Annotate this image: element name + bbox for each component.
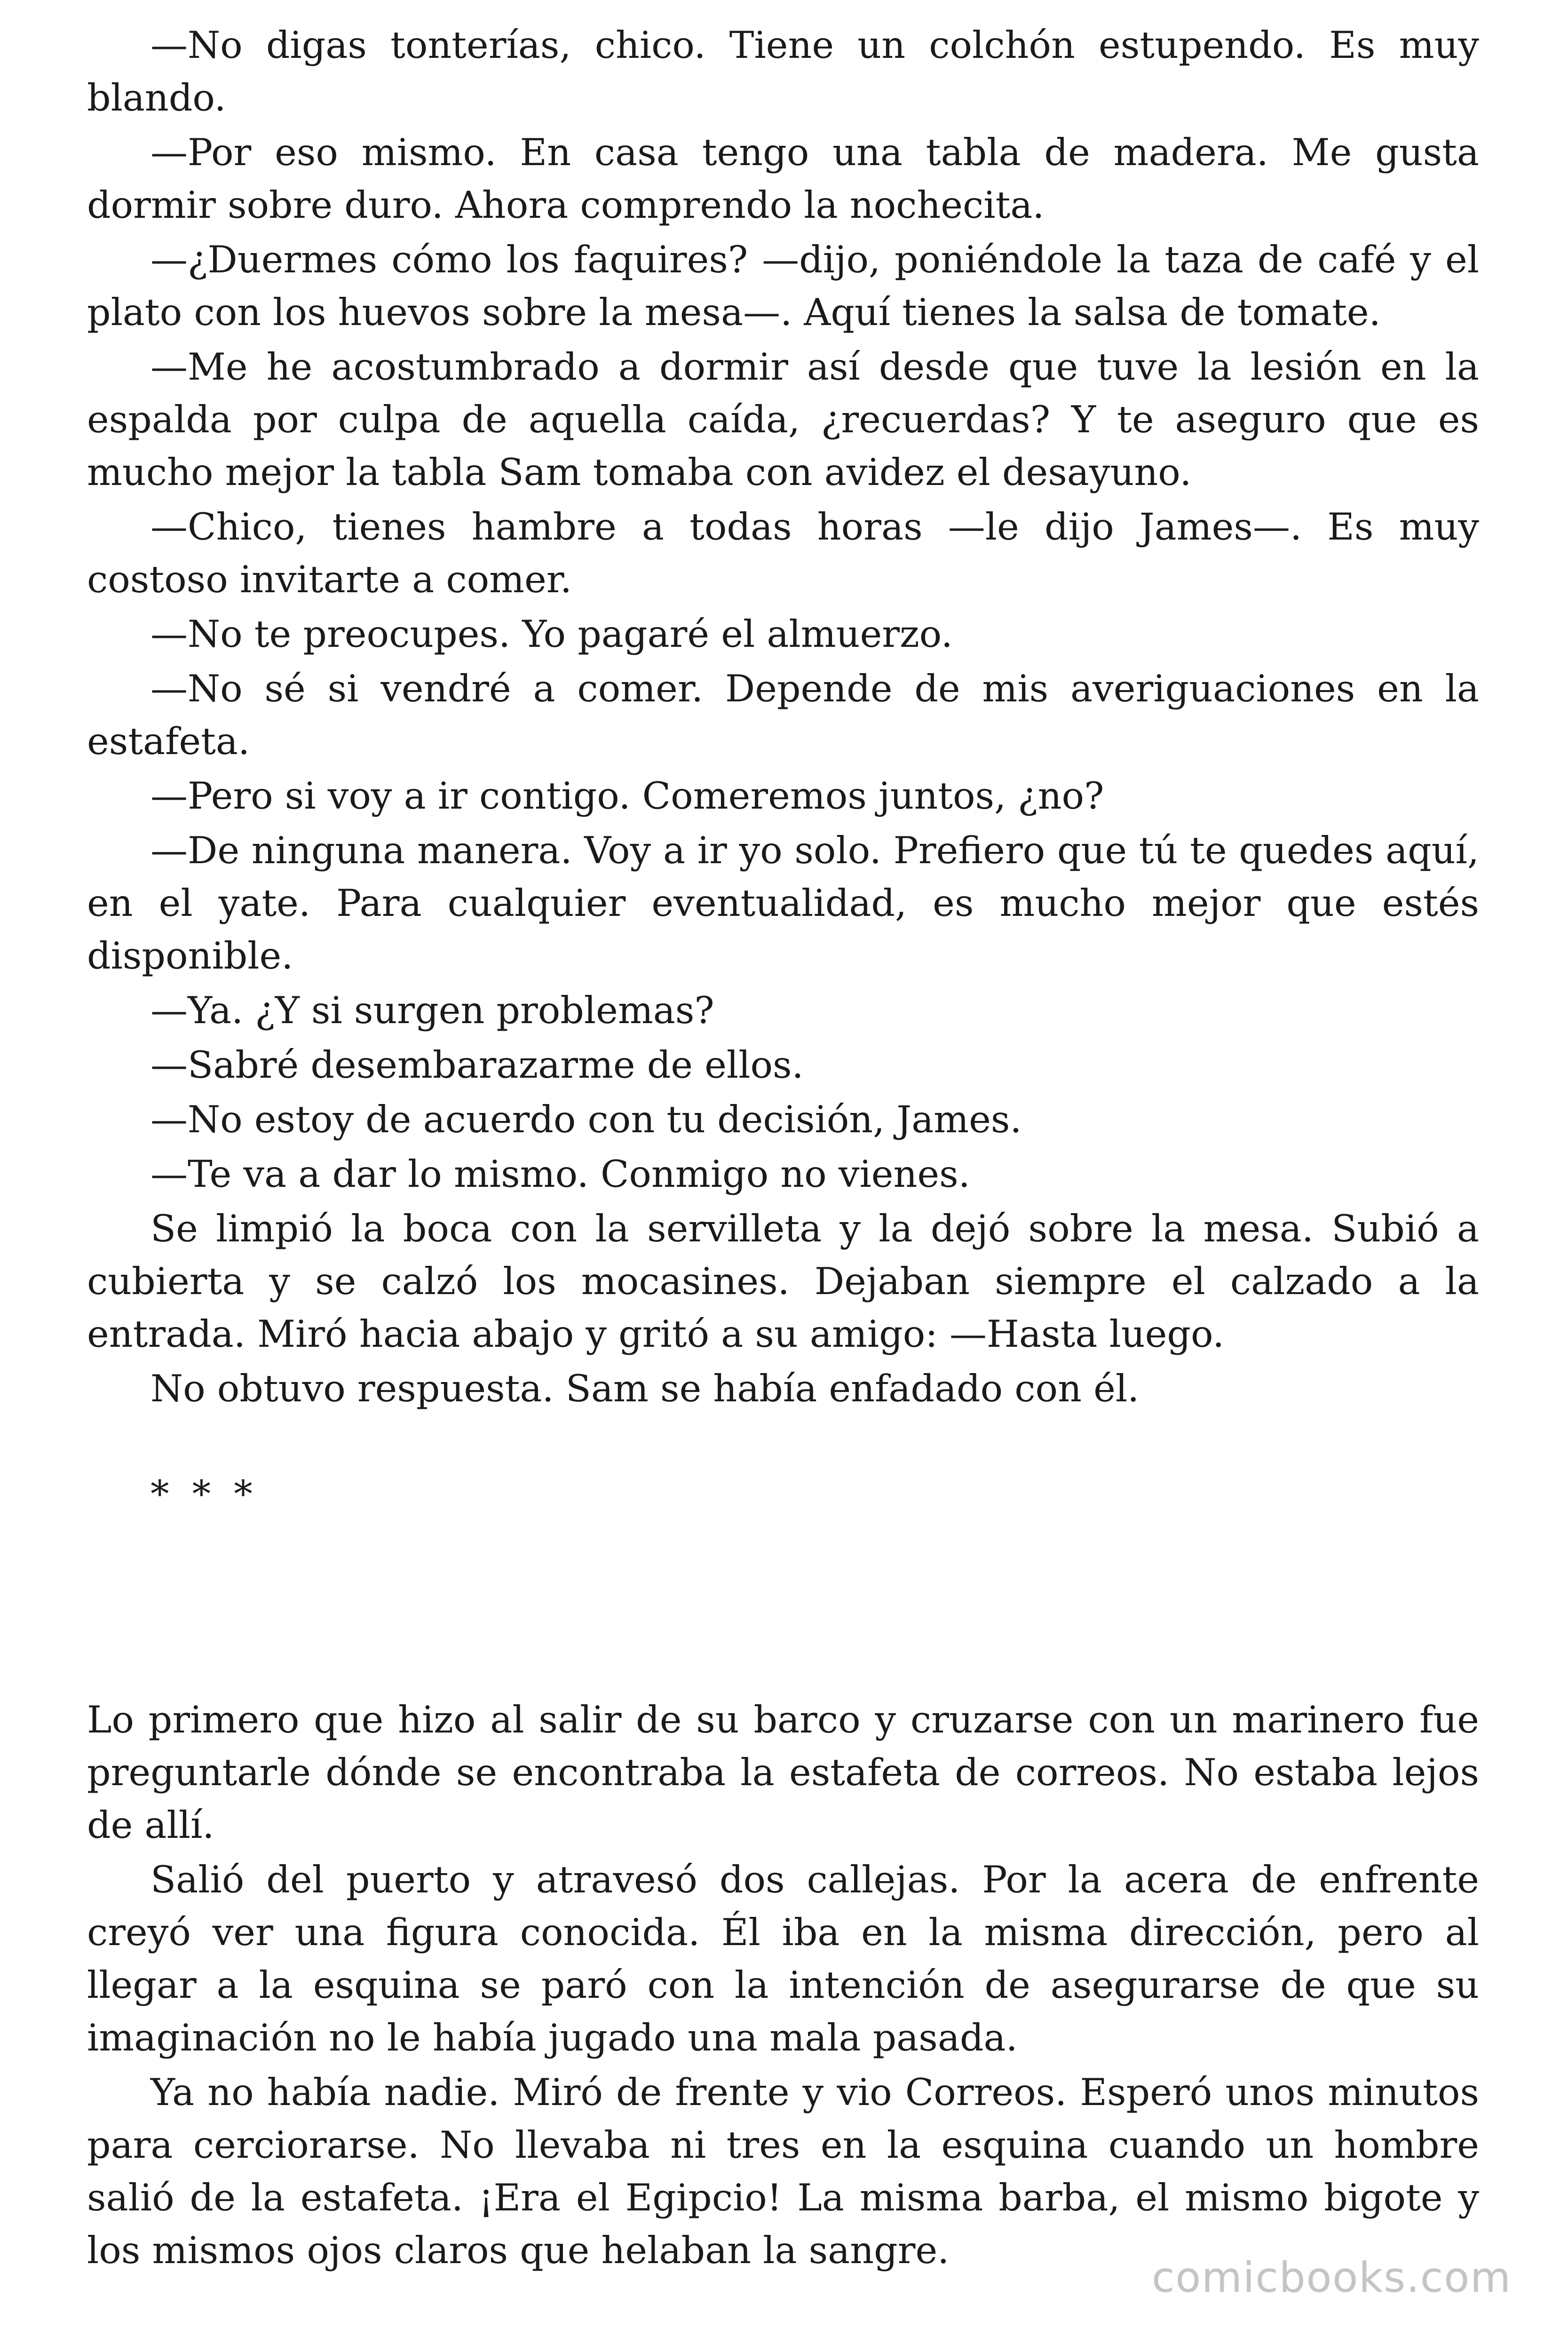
paragraph: —Ya. ¿Y si surgen problemas?	[150, 989, 714, 1032]
paragraph: —No digas tonterías, chico. Tiene un colchón estupendo. Es muy blando.	[87, 24, 1479, 119]
paragraph: Se limpió la boca con la servilleta y la dejó sobre la mesa. Subió a cubierta y se calzó los mocasines. Dejaban siempre el calzado a la entrada. Miró hacia abajo y gritó a su amigo: —Hasta luego.	[87, 1207, 1479, 1356]
paragraph: —Por eso mismo. En casa tengo una tabla de madera. Me gusta dormir sobre duro. Ahora comprendo la nochecita.	[87, 131, 1479, 227]
paragraph: —Me he acostumbrado a dormir así desde que tuve la lesión en la espalda por culpa de aquella caída, ¿recuerdas? Y te aseguro que es mucho mejor la tabla Sam tomaba con avidez el desayuno.	[87, 345, 1479, 494]
paragraph: Salió del puerto y atravesó dos callejas. Por la acera de enfrente creyó ver una figura conocida. Él iba en la misma dirección, pero al llegar a la esquina se paró con la intención de asegurarse de que su imaginación no le había jugado una mala pasada.	[87, 1858, 1479, 2059]
paragraph: —Pero si voy a ir contigo. Comeremos juntos, ¿no?	[150, 774, 1104, 818]
paragraph: —Te va a dar lo mismo. Conmigo no vienes.	[150, 1152, 970, 1196]
paragraph: —No sé si vendré a comer. Depende de mis averiguaciones en la estafeta.	[87, 667, 1479, 763]
watermark: comicbooks.com	[1151, 2253, 1512, 2302]
section-2-text	[87, 1693, 1479, 2279]
section-1-text	[87, 19, 1479, 1417]
paragraph: —¿Duermes cómo los faquires? —dijo, poniéndole la taza de café y el plato con los huevos sobre la mesa—. Aquí tienes la salsa de tomate.	[87, 238, 1479, 334]
paragraph: No obtuvo respuesta. Sam se había enfadado con él.	[150, 1367, 1140, 1410]
paragraph: —De ninguna manera. Voy a ir yo solo. Prefiero que tú te quedes aquí, en el yate. Para cualquier eventualidad, es mucho mejor que estés disponible.	[87, 829, 1479, 977]
paragraph: Ya no había nadie. Miró de frente y vio Correos. Esperó unos minutos para cerciorarse. No llevaba ni tres en la esquina cuando un hombre salió de la estafeta. ¡Era el Egipcio! La misma barba, el mismo bigote y los mismos ojos claros que helaban la sangre.	[87, 2071, 1479, 2272]
paragraph: —No te preocupes. Yo pagaré el almuerzo.	[150, 612, 953, 656]
paragraph: —Sabré desembarazarme de ellos.	[150, 1043, 804, 1087]
paragraph: —No estoy de acuerdo con tu decisión, James.	[150, 1098, 1022, 1141]
paragraph: Lo primero que hizo al salir de su barco y cruzarse con un marinero fue preguntarle dónde se encontraba la estafeta de correos. No estaba lejos de allí.	[87, 1698, 1479, 1847]
paragraph: —Chico, tienes hambre a todas horas —le dijo James—. Es muy costoso invitarte a comer.	[87, 505, 1479, 601]
scene-break: * * *	[150, 1472, 258, 1516]
